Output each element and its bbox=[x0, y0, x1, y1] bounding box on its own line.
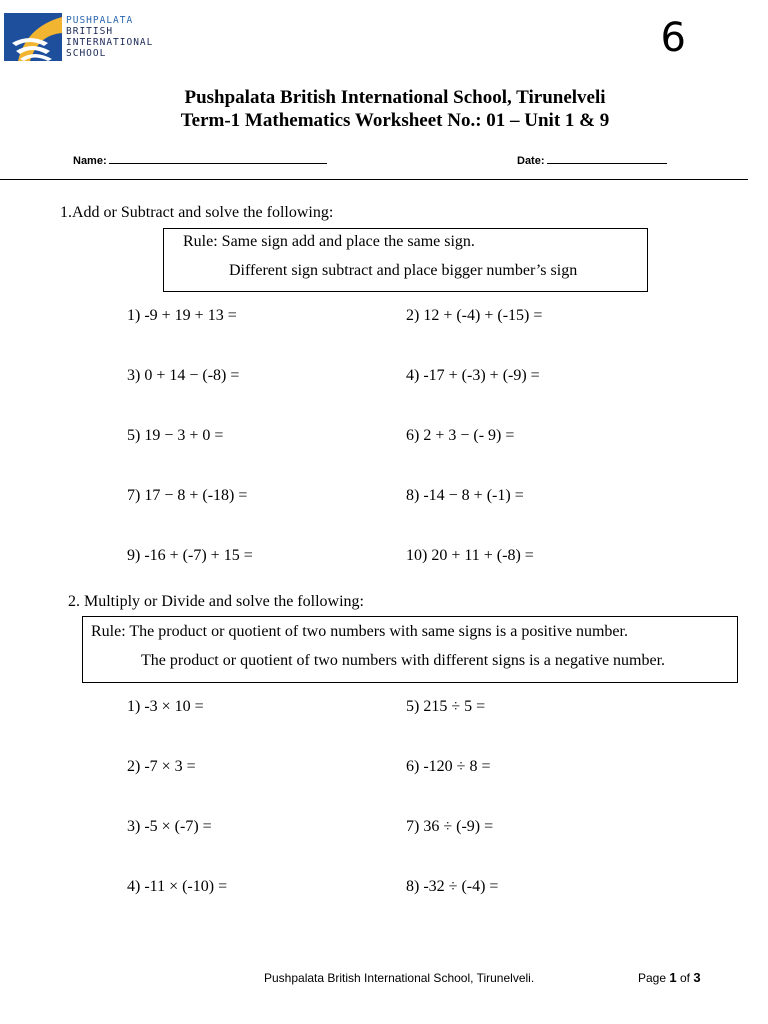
section2-rule-line2: The product or quotient of two numbers with different signs is a negative number. bbox=[141, 652, 666, 669]
date-label: Date: bbox=[517, 155, 545, 167]
s1-question: 5) 19 − 3 + 0 = bbox=[127, 427, 224, 444]
s2-question: 3) -5 × (-7) = bbox=[127, 818, 212, 835]
section1-rule-box bbox=[163, 228, 648, 292]
s1-question: 2) 12 + (-4) + (-15) = bbox=[406, 307, 543, 324]
of-word: of bbox=[679, 971, 690, 985]
footer-school-name: Pushpalata British International School, Tirunelveli. bbox=[264, 971, 535, 985]
date-blank-line[interactable] bbox=[547, 153, 667, 164]
grade-number: 6 bbox=[660, 15, 686, 61]
logo-line: SCHOOL bbox=[66, 48, 107, 59]
section2-rule-box bbox=[82, 616, 738, 683]
s1-question: 1) -9 + 19 + 13 = bbox=[127, 307, 237, 324]
s2-question: 2) -7 × 3 = bbox=[127, 758, 196, 775]
worksheet-title: Term-1 Mathematics Worksheet No.: 01 – Unit 1 & 9 bbox=[180, 110, 610, 131]
s2-question: 4) -11 × (-10) = bbox=[127, 878, 228, 895]
logo-line: INTERNATIONAL bbox=[66, 37, 154, 48]
section1-rule-line2: Different sign subtract and place bigger number’s sign bbox=[229, 262, 578, 279]
section2-heading: 2. Multiply or Divide and solve the following: bbox=[68, 593, 364, 610]
page-total: 3 bbox=[693, 970, 701, 985]
s2-question: 8) -32 ÷ (-4) = bbox=[406, 878, 499, 895]
s2-question: 1) -3 × 10 = bbox=[127, 698, 204, 715]
s2-question: 5) 215 ÷ 5 = bbox=[406, 698, 486, 715]
s1-question: 10) 20 + 11 + (-8) = bbox=[406, 547, 534, 564]
footer-page-number bbox=[638, 970, 701, 986]
name-field[interactable] bbox=[73, 153, 327, 168]
s1-question: 9) -16 + (-7) + 15 = bbox=[127, 547, 253, 564]
name-blank-line[interactable] bbox=[109, 153, 327, 164]
school-logo-icon bbox=[4, 13, 62, 61]
s1-question: 6) 2 + 3 − (- 9) = bbox=[406, 427, 515, 444]
header-divider bbox=[0, 179, 748, 180]
logo-line: PUSHPALATA bbox=[66, 15, 134, 26]
section2-rule-line1: Rule: The product or quotient of two numbers with same signs is a positive number. bbox=[91, 623, 628, 640]
name-label: Name: bbox=[73, 155, 107, 167]
section1-heading: 1.Add or Subtract and solve the following: bbox=[60, 204, 334, 221]
date-field[interactable] bbox=[517, 153, 667, 168]
s2-question: 6) -120 ÷ 8 = bbox=[406, 758, 491, 775]
logo-line: BRITISH bbox=[66, 26, 114, 37]
school-logo-text bbox=[66, 15, 153, 59]
s1-question: 7) 17 − 8 + (-18) = bbox=[127, 487, 248, 504]
s2-question: 7) 36 ÷ (-9) = bbox=[406, 818, 494, 835]
page-word: Page bbox=[638, 971, 667, 985]
section1-rule-line1: Rule: Same sign add and place the same sign. bbox=[183, 233, 475, 250]
s1-question: 8) -14 − 8 + (-1) = bbox=[406, 487, 524, 504]
school-title: Pushpalata British International School, Tirunelveli bbox=[184, 87, 606, 108]
s1-question: 4) -17 + (-3) + (-9) = bbox=[406, 367, 540, 384]
s1-question: 3) 0 + 14 − (-8) = bbox=[127, 367, 240, 384]
page-current: 1 bbox=[669, 970, 677, 985]
